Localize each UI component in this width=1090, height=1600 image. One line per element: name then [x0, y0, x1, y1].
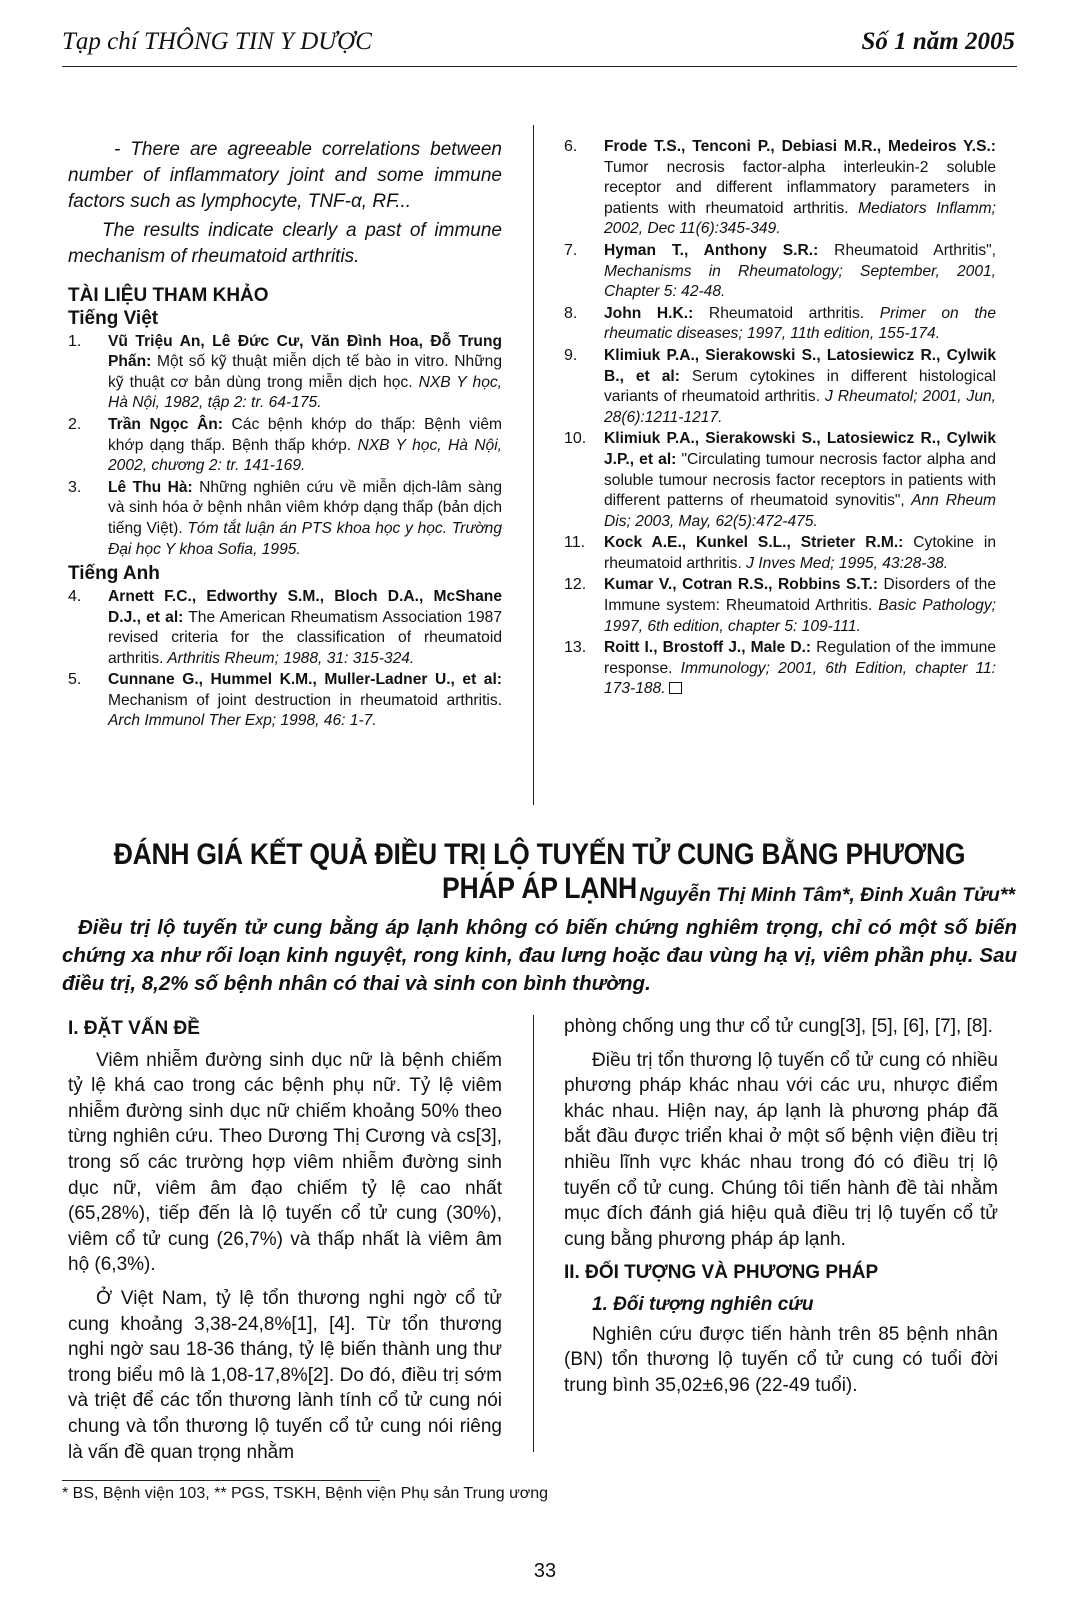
reference-number: 5.: [68, 671, 82, 689]
reference-item: [564, 137, 996, 240]
page-number: 33: [533, 1560, 557, 1582]
journal-title: Tạp chí THÔNG TIN Y DƯỢC: [62, 28, 372, 55]
reference-source: Tóm tắt luận án PTS khoa học y học. Trường Đại học Y khoa Sofia, 1995.: [108, 519, 502, 558]
english-summary: [68, 137, 502, 270]
section-1-paragraph-2-continued: phòng chống ung thư cổ tử cung[3], [5], [6], [7], [8].: [564, 1016, 993, 1037]
reference-text: [604, 533, 996, 574]
reference-text: [604, 429, 996, 532]
reference-text: [604, 137, 996, 240]
summary-paragraph-1: - There are agreeable correlations between number of inflammatory joint and some immune factors such as lymphocyte, TNF-α, RF...: [68, 139, 502, 212]
section-1-paragraph-1: Viêm nhiễm đường sinh dục nữ là bệnh chiếm tỷ lệ khá cao trong các bệnh phụ nữ. Tỷ lệ viêm nhiễm đường sinh dục nữ chiếm khoảng 50% theo từng nghiên cứu. Theo Dương Thị Cương và cs[3], trong số các trường hợp viêm nhiễm đường sinh dục nữ, viêm âm đạo chiếm tỷ lệ cao nhất (65,28%), tiếp đến là lộ tuyến cổ tử cung (30%), viêm cổ tử cung (26,7%) và thấp nhất là viêm âm hộ (6,3%).: [68, 1049, 502, 1276]
reference-authors: Trần Ngọc Ân:: [108, 415, 223, 433]
article-title: ĐÁNH GIÁ KẾT QUẢ ĐIỀU TRỊ LỘ TUYẾN TỬ CUNG BẰNG PHƯƠNG PHÁP ÁP LẠNH: [113, 838, 966, 905]
issue-label: Số 1 năm 2005: [861, 28, 1015, 55]
reference-number: 10.: [564, 430, 587, 448]
reference-source: NXB Y học, Hà Nội, 1982, tập 2: tr. 64-175.: [108, 373, 503, 412]
reference-item: [68, 415, 502, 477]
reference-list-continued: [564, 137, 996, 700]
reference-title: Disorders of the Immune system: Rheumatoid Arthritis.: [604, 576, 996, 615]
reference-title: "Circulating tumour necrosis factor alpha and soluble tumour necrosis factor receptors in patients with different patterns of rheumatoid synovitis",: [604, 450, 997, 510]
reference-item: [564, 241, 996, 303]
reference-source: Arthritis Rheum; 1988, 31: 315-324.: [163, 649, 415, 667]
section-1-paragraph-2: Ở Việt Nam, tỷ lệ tổn thương nghi ngờ cổ tử cung khoảng 3,38-24,8%[1], [4]. Từ tổn thương nghi ngờ sau 18-36 tháng, tỷ lệ biến thành ung thư trong biểu mô là 1,08-17,8%[2]. Do đó, điều trị sớm và triệt để các tổn thương lành tính cổ tử cung nói chung và tổn thương lộ tuyến cổ tử cung nói riêng là vấn đề quan trọng nhằm: [68, 1287, 502, 1463]
prev-right-column: [564, 137, 996, 701]
article-right-column: [564, 1014, 998, 1406]
footnote: * BS, Bệnh viện 103, ** PGS, TSKH, Bệnh viện Phụ sản Trung ương: [62, 1485, 549, 1502]
prev-left-column: [68, 137, 502, 733]
reference-number: 7.: [564, 241, 578, 259]
reference-source: Mechanisms in Rheumatology; September, 2001, Chapter 5: 42-48.: [604, 262, 996, 301]
article-authors: Nguyễn Thị Minh Tâm*, Đinh Xuân Tửu**: [639, 884, 1015, 906]
reference-number: 3.: [68, 478, 82, 496]
reference-number: 6.: [564, 138, 578, 155]
reference-item: [564, 346, 996, 428]
section-1-heading: I. ĐẶT VẤN ĐỀ: [68, 1018, 200, 1039]
section-2-heading: II. ĐỐI TƯỢNG VÀ PHƯƠNG PHÁP: [564, 1262, 879, 1284]
reference-text: [108, 478, 502, 560]
reference-source: Primer on the rheumatic diseases; 1997, 11th edition, 155-174.: [604, 304, 997, 343]
reference-text: [604, 575, 996, 637]
article-left-column: [68, 1016, 502, 1473]
reference-item: [564, 638, 996, 700]
reference-authors: Arnett F.C., Edworthy S.M., Bloch D.A., McShane D.J., et al:: [108, 587, 502, 626]
reference-authors: John H.K.:: [604, 304, 694, 322]
reference-text: [604, 304, 996, 345]
reference-source: Ann Rheum Dis; 2003, May, 62(5):472-475.: [604, 492, 996, 530]
reference-title: Cytokine in rheumatoid arthritis.: [604, 534, 996, 572]
reference-source: J Inves Med; 1995, 43:28-38.: [741, 554, 949, 572]
reference-text: [604, 241, 996, 303]
references-heading: TÀI LIỆU THAM KHẢO: [68, 285, 269, 306]
reference-number: 4.: [68, 587, 82, 605]
reference-text: [604, 346, 996, 428]
reference-authors: Frode T.S., Tenconi P., Debiasi M.R., Medeiros Y.S.:: [604, 138, 996, 155]
reference-title: Các bệnh khớp do thấp: Bệnh viêm khớp dạng thấp. Bệnh thấp khớp.: [108, 415, 502, 454]
reference-list-vietnamese: [68, 332, 502, 561]
end-of-article-mark: [669, 682, 682, 694]
section-1-paragraph-3: Điều trị tổn thương lộ tuyến cổ tử cung có nhiều phương pháp khác nhau với các ưu, nhược điểm khác nhau. Hiện nay, áp lạnh là phương pháp đã bắt đầu được triển khai ở một số bệnh viện điều trị nhiều lĩnh vực khác nhau trong đó có điều trị lộ tuyến cổ tử cung. Chúng tôi tiến hành đề tài nhằm mục đích đánh giá hiệu quả điều trị lộ tuyến cổ tử cung bằng phương pháp áp lạnh.: [564, 1049, 998, 1250]
reference-authors: Kock A.E., Kunkel S.L., Strieter R.M.:: [604, 534, 904, 552]
header-rule: [62, 66, 1017, 67]
summary-paragraph-2: The results indicate clearly a past of immune mechanism of rheumatoid arthritis.: [68, 220, 502, 267]
reference-title: Mechanism of joint destruction in rheumatoid arthritis.: [108, 691, 502, 709]
reference-title: Rheumatoid Arthritis",: [818, 241, 997, 259]
english-refs-heading: Tiếng Anh: [68, 563, 160, 585]
reference-authors: Vũ Triệu An, Lê Đức Cư, Văn Đình Hoa, Đỗ Trung Phấn:: [108, 332, 502, 371]
reference-number: 2.: [68, 415, 82, 433]
reference-authors: Kumar V., Cotran R.S., Robbins S.T.:: [604, 576, 878, 594]
reference-authors: Roitt I., Brostoff J., Male D.:: [604, 639, 812, 657]
reference-text: [108, 332, 502, 414]
reference-number: 12.: [564, 576, 587, 594]
reference-authors: Cunnane G., Hummel K.M., Muller-Ladner U., et al:: [108, 671, 502, 689]
reference-authors: Lê Thu Hà:: [108, 478, 193, 496]
reference-number: 9.: [564, 346, 578, 364]
section-2-subheading: 1. Đối tượng nghiên cứu: [592, 1293, 814, 1315]
reference-title: Serum cytokines in different histological variants of rheumatoid arthritis.: [604, 367, 996, 406]
reference-item: [68, 587, 502, 669]
reference-authors: Klimiuk P.A., Sierakowski S., Latosiewicz R., Cylwik J.P., et al:: [604, 430, 996, 468]
article-abstract: Điều trị lộ tuyến tử cung bằng áp lạnh không có biến chứng nghiêm trọng, chỉ có một số biến chứng xa như rối loạn kinh nguyệt, rong kinh, đau lưng hoặc đau vùng hạ vị, viêm phần phụ. Sau điều trị, 8,2% số bệnh nhân có thai và sinh con bình thường.: [62, 916, 1017, 995]
footnote-rule: [62, 1480, 380, 1481]
reference-authors: Hyman T., Anthony S.R.:: [604, 241, 819, 259]
reference-source: Immunology; 2001, 6th Edition, chapter 11: 173-188.: [604, 659, 996, 698]
reference-source: Arch Immunol Ther Exp; 1998, 46: 1-7.: [108, 712, 377, 730]
reference-title: Một số kỹ thuật miễn dịch tế bào in vitro. Những kỹ thuật cơ bản dùng trong miễn dịch học.: [108, 353, 502, 391]
column-divider-top: [533, 125, 534, 805]
reference-number: 13.: [564, 639, 587, 657]
reference-item: [68, 332, 502, 414]
reference-source: Mediators Inflamm; 2002, Dec 11(6):345-349.: [604, 199, 997, 238]
reference-title: Regulation of the immune response.: [604, 639, 997, 677]
reference-item: [564, 575, 996, 637]
reference-title: Rheumatoid arthritis.: [693, 304, 865, 322]
reference-item: [68, 478, 502, 560]
reference-number: 8.: [564, 304, 578, 322]
reference-text: [108, 670, 502, 732]
reference-item: [564, 533, 996, 574]
vietnamese-refs-heading: Tiếng Việt: [68, 307, 159, 329]
reference-title: Những nghiên cứu về miễn dịch-lâm sàng và sinh hóa ở bệnh nhân viêm khớp dạng thấp (bản dịch tiếng Việt).: [108, 478, 502, 537]
section-2-paragraph-1: Nghiên cứu được tiến hành trên 85 bệnh nhân (BN) tổn thương lộ tuyến cổ tử cung có tuổi đời trung bình 35,02±6,96 (22-49 tuổi).: [564, 1323, 998, 1396]
reference-text: [604, 638, 996, 700]
reference-item: [564, 429, 996, 532]
reference-authors: Klimiuk P.A., Sierakowski S., Latosiewicz R., Cylwik B., et al:: [604, 346, 996, 385]
reference-number: 11.: [564, 534, 586, 552]
reference-text: [108, 587, 502, 669]
reference-source: NXB Y học, Hà Nội, 2002, chương 2: tr. 141-169.: [108, 436, 503, 475]
reference-source: Basic Pathology; 1997, 6th edition, chapter 5: 109-111.: [604, 597, 996, 635]
reference-title: The American Rheumatism Association 1987 revised criteria for the classification of rheumatoid arthritis.: [108, 608, 502, 667]
reference-source: J Rheumatol; 2001, Jun, 28(6):1211-1217.: [604, 388, 996, 426]
reference-title: Tumor necrosis factor-alpha interleukin-2 soluble receptor and different inflammatory parameters in patients with rheumatoid arthritis.: [604, 158, 996, 217]
reference-item: [68, 670, 502, 732]
reference-list-english: [68, 587, 502, 732]
reference-text: [108, 415, 502, 477]
column-divider-bottom: [533, 1015, 534, 1452]
reference-number: 1.: [68, 332, 82, 350]
reference-item: [564, 304, 996, 345]
